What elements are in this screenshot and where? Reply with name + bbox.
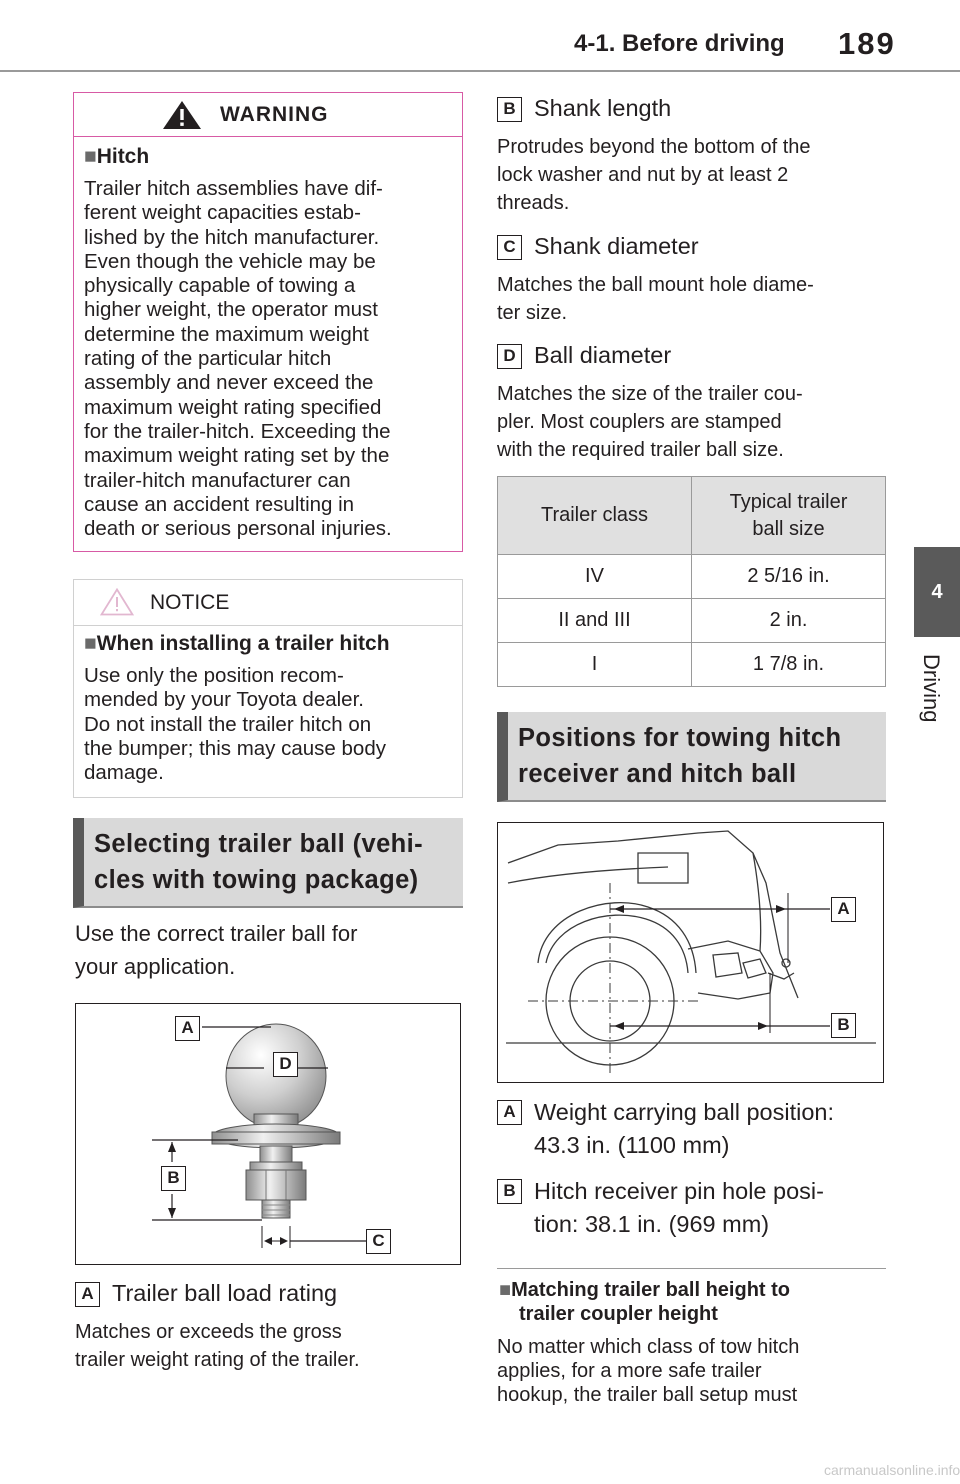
- warning-box: [73, 92, 463, 552]
- bullet-square-icon: ■: [499, 1279, 512, 1301]
- item-title-a: Trailer ball load rating: [112, 1280, 338, 1306]
- chapter-tab: [914, 547, 960, 637]
- item-label-d: D: [497, 344, 522, 369]
- watermark: carmanualsonline.info: [824, 1462, 960, 1478]
- table-cell: 1 7/8 in.: [692, 643, 886, 687]
- chapter-label: Driving: [919, 654, 944, 723]
- item-label-b: B: [497, 97, 522, 122]
- item-title-b: Shank length: [534, 95, 672, 121]
- warning-subheading: ■Hitch: [84, 145, 150, 168]
- matching-subheading: ■Matching trailer ball height to trailer coupler height: [499, 1279, 790, 1325]
- section-heading-trailer-ball: Selecting trailer ball (vehi- cles with towing package): [73, 818, 463, 908]
- warning-header: [74, 93, 462, 137]
- table-row: [498, 555, 886, 599]
- divider: [497, 1268, 886, 1269]
- bullet-square-icon: ■: [84, 145, 97, 168]
- header-rule: [0, 70, 960, 72]
- figure-label-b: B: [831, 1013, 856, 1038]
- table-cell: I: [498, 643, 692, 687]
- page-number: 189: [838, 26, 896, 61]
- table-cell: 2 5/16 in.: [692, 555, 886, 599]
- table-row: [498, 599, 886, 643]
- position-b-text: Hitch receiver pin hole posi- tion: 38.1 in. (969 mm): [534, 1178, 824, 1237]
- section-heading-hitch-positions: Positions for towing hitch receiver and hitch ball: [497, 712, 886, 802]
- figure-label-c: C: [366, 1229, 391, 1254]
- table-header-trailer-class: Trailer class: [498, 477, 692, 555]
- warning-title: WARNING: [220, 103, 329, 126]
- section-intro: Use the correct trailer ball for your application.: [75, 921, 358, 979]
- chapter-number: 4: [931, 581, 943, 603]
- notice-subheading: ■When installing a trailer hitch: [84, 632, 390, 655]
- figure-label-a: A: [175, 1016, 200, 1041]
- item-label-c: C: [497, 235, 522, 260]
- hitch-position-figure: [497, 822, 884, 1083]
- table-header-row: [498, 477, 886, 555]
- table-header-ball-size: Typical trailer ball size: [692, 477, 886, 555]
- item-title-d: Ball diameter: [534, 342, 672, 368]
- notice-body: Use only the position recom- mended by your Toyota dealer. Do not install the trailer hitch on the bumper; this may cause body damage.: [84, 664, 386, 785]
- bullet-square-icon: ■: [84, 632, 97, 655]
- table-row: [498, 643, 886, 687]
- warning-triangle-icon: [162, 100, 202, 130]
- trailer-ball-figure: [75, 1003, 461, 1265]
- figure-label-b: B: [161, 1166, 186, 1191]
- notice-title: NOTICE: [150, 591, 230, 614]
- position-label-a: A: [497, 1100, 522, 1125]
- trailer-class-table: [497, 476, 886, 687]
- trailer-ball-illustration: [76, 1004, 462, 1266]
- notice-box: [73, 579, 463, 798]
- warning-body: Trailer hitch assemblies have dif- ferent weight capacities estab- lished by the hitch manufacturer. Even though the vehicle may be physically capable of towing a higher weight, the operator must determine the maximum weight rating of the particular hitch assembly and never exceed the maximum weight rating specified for the trailer-hitch. Exceeding the maximum weight rating set by the trailer-hitch manufacturer can cause an accident resulting in death or serious personal injuries.: [84, 177, 392, 541]
- vehicle-rear-illustration: [498, 823, 885, 1084]
- table-cell: IV: [498, 555, 692, 599]
- table-cell: II and III: [498, 599, 692, 643]
- notice-triangle-icon: [100, 588, 134, 616]
- matching-body: No matter which class of tow hitch applies, for a more safe trailer hookup, the trailer ball setup must: [497, 1336, 800, 1406]
- section-title: 4-1. Before driving: [574, 30, 785, 57]
- item-desc-b: Protrudes beyond the bottom of the lock washer and nut by at least 2 threads.: [497, 136, 811, 214]
- item-label-a: A: [75, 1282, 100, 1307]
- position-a-text: Weight carrying ball position: 43.3 in. (1100 mm): [534, 1099, 834, 1158]
- position-label-b: B: [497, 1179, 522, 1204]
- figure-label-a: A: [831, 897, 856, 922]
- item-title-c: Shank diameter: [534, 233, 699, 259]
- notice-header: [74, 580, 462, 626]
- item-desc-d: Matches the size of the trailer cou- pler. Most couplers are stamped with the required trailer ball size.: [497, 383, 803, 461]
- item-desc-c: Matches the ball mount hole diame- ter size.: [497, 274, 814, 324]
- item-desc-a: Matches or exceeds the gross trailer weight rating of the trailer.: [75, 1321, 360, 1371]
- table-cell: 2 in.: [692, 599, 886, 643]
- figure-label-d: D: [273, 1052, 298, 1077]
